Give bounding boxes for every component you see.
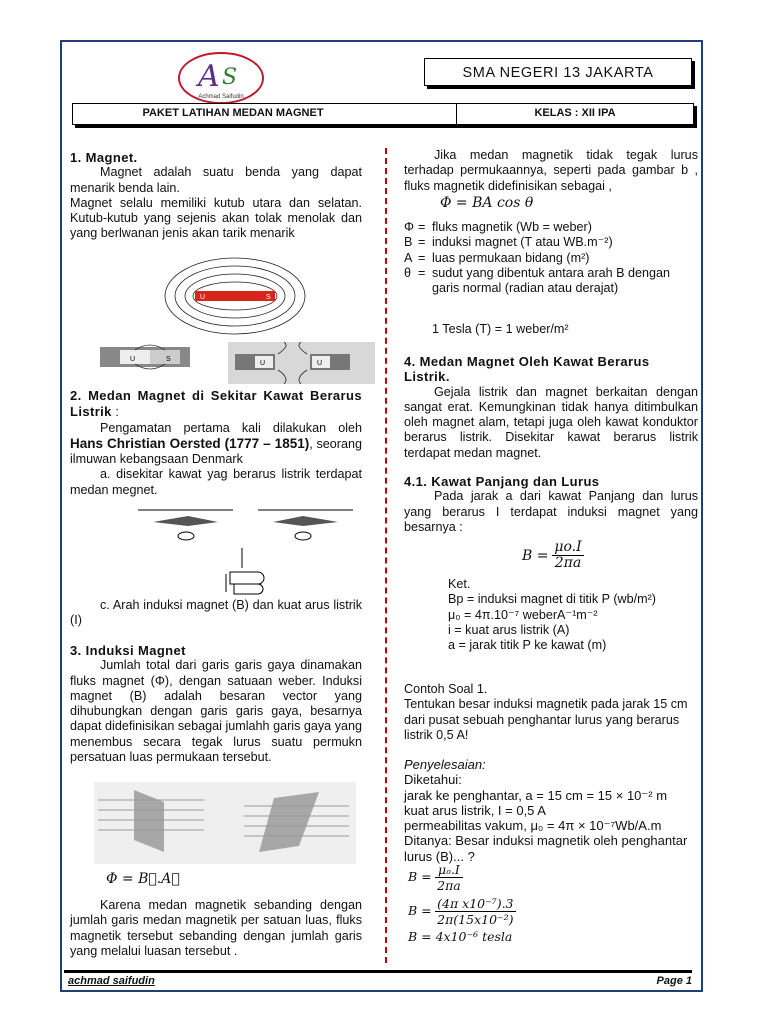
title-bar <box>72 103 694 125</box>
definition-sym: Φ <box>404 220 415 234</box>
known-label: Diketahui: <box>404 772 462 788</box>
definition-eq: = <box>418 220 426 234</box>
definition-eq: = <box>418 265 426 280</box>
section-2-c: c. Arah induksi magnet (B) dan kuat arus listrik (I) <box>70 598 362 628</box>
ket-label: Ket. <box>448 577 471 591</box>
section-1-p1: Magnet adalah suatu benda yang dapat menarik benda lain. <box>70 165 362 195</box>
ket-line: μ₀ = 4π.10⁻⁷ weberA⁻¹m⁻² <box>448 607 598 622</box>
example-title: Contoh Soal 1. <box>404 682 488 696</box>
section-4-1-p1: Pada jarak a dari kawat Panjang dan lurus yang berarus I terdapat induksi magnet yang besarnya : <box>404 489 698 534</box>
svg-text:Achmad Saifudin: Achmad Saifudin <box>198 94 244 100</box>
straight-wire-equation: B = $\frac{\mu o.I}{2\pi a}$ <box>522 539 582 572</box>
solution-line: permeabilitas vakum, μ₀ = 4π × 10⁻⁷Wb/A.m <box>404 818 662 834</box>
magnetic-flux-figure <box>94 782 356 864</box>
magnet-poles-figure <box>100 342 375 384</box>
section-2-a: a. disekitar kawat yag berarus listrik terdapat medan megnet. <box>70 467 362 497</box>
result-equation: B = 4x10⁻⁶ tesla <box>408 929 513 945</box>
footer-author: achmad saifudin <box>68 975 155 987</box>
ket-block <box>404 577 698 653</box>
school-name: SMA NEGERI 13 JAKARTA <box>424 58 692 86</box>
ket-line: i = kuat arus listrik (A) <box>448 622 570 637</box>
ket-line: Bp = induksi magnet di titik P (wb/m²) <box>448 592 656 607</box>
section-4-1 <box>404 474 698 535</box>
flux-equation: Φ = B⃗.A⃗ <box>106 871 180 887</box>
section-3 <box>70 643 362 765</box>
class-label: KELAS : XII IPA <box>534 107 616 119</box>
solution-line: kuat arus listrik, I = 0,5 A <box>404 802 546 818</box>
definition-sym: B <box>404 235 413 250</box>
example-question: Tentukan besar induksi magnetik pada jarak 15 cm dari pusat sebuah penghantar lurus yang berarus listrik 0,5 A! <box>404 697 688 742</box>
definition-eq: = <box>418 235 426 250</box>
section-4 <box>404 354 698 461</box>
oersted-figure <box>138 496 358 548</box>
definition-list <box>404 220 698 296</box>
svg-text:A: A <box>198 59 220 94</box>
section-3-p2: Karena medan magnetik sebanding dengan jumlah garis medan magnetik per satuan luas, fluks magnetik tersebut sebanding dengan jumlah garis yang melalui luasan tersebut . <box>70 898 362 958</box>
solution-formulas: B = $\frac{\text{μₒ.I}}{2\pi a}$ B = $\frac{\text{(4π x10⁻⁷).3}}{\text{2π(15x10⁻²)}}$ B = 4x10⁻⁶ tesla <box>404 862 698 944</box>
column-divider <box>385 148 387 963</box>
svg-text:U: U <box>317 360 323 367</box>
section-1 <box>70 150 362 242</box>
logo <box>176 50 266 106</box>
bar-magnet-figure <box>160 256 310 338</box>
packet-title: PAKET LATIHAN MEDAN MAGNET <box>142 107 324 119</box>
definition-sym: A <box>404 250 413 265</box>
svg-text:U: U <box>200 294 206 301</box>
definition-sym: θ <box>404 265 412 280</box>
solution-line: jarak ke penghantar, a = 15 cm = 15 × 10⁻² m <box>404 787 668 803</box>
solution <box>404 757 698 864</box>
section-4-title: 4. Medan Magnet Oleh Kawat Berarus Listrik. <box>404 354 650 385</box>
flux-text: Jika medan magnetik tidak tegak lurus terhadap permukaannya, seperti pada gambar b , fluks magnetik didefinisikan sebagai , <box>404 148 698 193</box>
definition-desc: fluks magnetik (Wb = weber) <box>432 220 592 234</box>
solution-line: Ditanya: Besar induksi magnetik oleh penghantar lurus (B)... ? <box>404 833 688 864</box>
ket-line: a = jarak titik P ke kawat (m) <box>448 638 607 653</box>
definition-desc: luas permukaan bidang (m²) <box>432 250 590 265</box>
section-3-p1: Jumlah total dari garis garis gaya dinamakan fluks magnet (Φ), dengan satuaan weber. Induksi magnet (B) adalah besaran vector yang dihubungkan dengan garis garis gaya, besarnya dapat didefinisikan sebagai jumlahh garis gaya yang menembus secara tegak lurus suatu permukn persatuan luas permukaan tersebut. <box>70 658 362 765</box>
section-4-1-title: 4.1. Kawat Panjang dan Lurus <box>404 474 600 489</box>
flux-cos-equation: Φ = BA cos θ <box>440 195 534 211</box>
solution-title: Penyelesaian: <box>404 757 486 772</box>
section-1-p2: Magnet selalu memiliki kutub utara dan selatan. Kutub-kutub yang sejenis akan tolak menolak dan yang berlwanan jenis akan tarik menarik <box>70 195 362 241</box>
svg-text:U: U <box>260 360 266 367</box>
section-1-title: 1. Magnet. <box>70 150 138 165</box>
definition-desc: induksi magnet (T atau WB.m⁻²) <box>432 235 613 250</box>
section-2: 2. Medan Magnet di Sekitar Kawat Berarus Listrik : Pengamatan pertama kali dilakukan oleh Hans Christian Oersted (1777 – 1851), seorang ilmuwan kebangsaan Denmark a. disekitar kawat yag berarus listrik terdapat medan megnet. <box>70 388 362 497</box>
right-hand-rule-figure <box>220 548 280 600</box>
definition-desc: sudut yang dibentuk antara arah B dengan garis normal (radian atau derajat) <box>432 265 671 296</box>
section-4-p1: Gejala listrik dan magnet berkaitan dengan sangat erat. Kemungkinan tidak hanya ditimbulkan oleh magnet alam, tetapi juga oleh kawat konduktor berarus listrik. Disekitar kawat berarus listrik terdapat medan magnet. <box>404 384 698 460</box>
definition-eq: = <box>418 250 426 265</box>
footer-page: Page 1 <box>656 975 692 987</box>
svg-text:S: S <box>266 294 271 301</box>
tesla-conversion: 1 Tesla (T) = 1 weber/m² <box>432 322 569 336</box>
svg-text:U: U <box>130 356 136 363</box>
example <box>404 682 698 743</box>
section-2-p1: Pengamatan pertama kali dilakukan oleh Hans Christian Oersted (1777 – 1851), seorang ilmuwan kebangsaan Denmark <box>70 420 362 467</box>
footer <box>64 970 692 987</box>
svg-text:S: S <box>166 356 171 363</box>
svg-text:S: S <box>222 65 238 90</box>
section-2-title: 2. Medan Magnet di Sekitar Kawat Berarus Listrik <box>70 388 362 420</box>
section-3-title: 3. Induksi Magnet <box>70 643 186 658</box>
